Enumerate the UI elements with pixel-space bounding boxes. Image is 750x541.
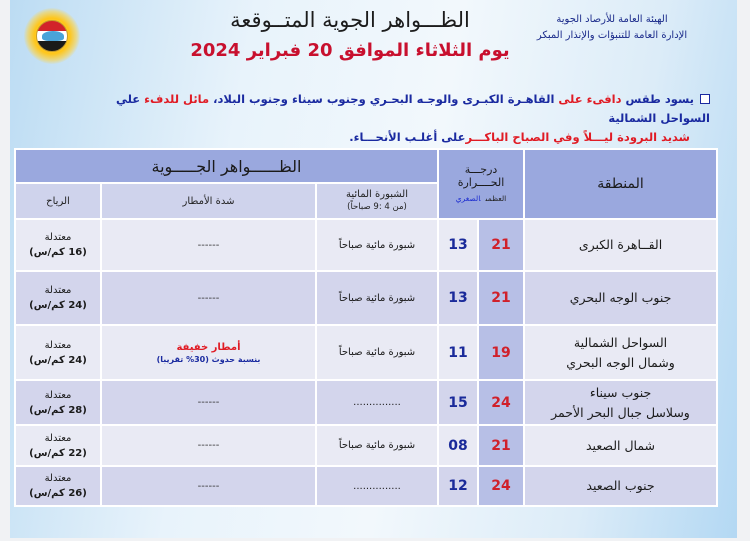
wind-strength: معتدلة bbox=[44, 232, 72, 243]
page-title: الظـــواهر الجوية المتــوقعة bbox=[230, 8, 470, 32]
header-max: العظمى bbox=[485, 194, 507, 203]
cell-rain bbox=[101, 466, 316, 506]
notice-text: علي السواحل الشمالية bbox=[115, 92, 710, 125]
wind-speed: (16 كم/س) bbox=[29, 247, 87, 258]
forecast-table bbox=[14, 148, 718, 507]
logo-emblem bbox=[36, 20, 68, 52]
header-wind: الرياح bbox=[15, 183, 101, 219]
region-name: جنوب الوجه البحري bbox=[569, 290, 672, 305]
wind-strength: معتدلة bbox=[44, 339, 72, 351]
region-name: شمال الصعيد bbox=[585, 437, 656, 453]
logo-icon bbox=[24, 8, 80, 64]
wind-strength: معتدلة bbox=[44, 432, 72, 444]
header-fog-label: الشبورة المائية bbox=[346, 189, 408, 200]
cell-wind bbox=[15, 271, 101, 325]
table-row bbox=[15, 325, 717, 380]
cell-region bbox=[524, 271, 717, 325]
notice-line-1 bbox=[116, 92, 710, 125]
cell-rain bbox=[101, 325, 316, 380]
region-name: جنوب الصعيد bbox=[586, 478, 655, 493]
cell-fog: ............... bbox=[316, 466, 438, 506]
wind-speed: (22 كم/س) bbox=[29, 447, 87, 459]
region-name-line2: وشمال الوجه البحري bbox=[566, 354, 675, 370]
rain-probability: بنسبة حدوث (30% تقريبا) bbox=[156, 354, 261, 364]
cell-region bbox=[524, 425, 717, 466]
notice-text: يسود طقس bbox=[621, 92, 694, 106]
table-row bbox=[15, 219, 717, 271]
table-row bbox=[15, 466, 717, 506]
cell-wind bbox=[15, 466, 101, 506]
cell-wind bbox=[15, 380, 101, 425]
cell-min-temp: 11 bbox=[438, 325, 478, 380]
cell-min-temp: 15 bbox=[438, 380, 478, 425]
cell-rain bbox=[101, 219, 316, 271]
weather-notice bbox=[70, 90, 710, 147]
wind-speed: (24 كم/س) bbox=[29, 354, 87, 366]
forecast-date: يوم الثلاثاء الموافق 20 فبراير 2024 bbox=[190, 40, 510, 61]
header-temp-line2: الحــــرارة bbox=[457, 176, 505, 189]
wind-strength: معتدلة bbox=[44, 285, 72, 296]
cell-max-temp: 21 bbox=[478, 219, 524, 271]
header-phenomena: الظــــــواهر الجـــــوية bbox=[15, 149, 438, 183]
rain-value: ------ bbox=[197, 440, 220, 451]
wind-speed: (26 كم/س) bbox=[29, 488, 87, 499]
notice-text: القاهـرة الكبـرى والوجـه البحـري وجنوب سيناء وجنوب البلاد، bbox=[209, 92, 559, 106]
cell-fog: شبورة مائية صباحاً bbox=[316, 325, 438, 380]
region-name: السواحل الشمالية bbox=[573, 334, 668, 350]
rain-value: أمطار خفيفة bbox=[176, 341, 241, 353]
rain-value: ------ bbox=[197, 239, 220, 251]
table-row bbox=[15, 425, 717, 466]
cell-max-temp: 24 bbox=[478, 466, 524, 506]
cell-wind bbox=[15, 325, 101, 380]
cell-wind bbox=[15, 425, 101, 466]
wind-strength: معتدلة bbox=[44, 389, 72, 401]
org-line-2: الإدارة العامة للتنبؤات والإنذار المبكر bbox=[536, 30, 688, 41]
header-temp-line1: درجـــة bbox=[464, 163, 498, 176]
cell-region bbox=[524, 325, 717, 380]
header-region: المنطقة bbox=[524, 149, 717, 219]
organization-name bbox=[512, 12, 712, 44]
notice-highlight: دافىء على bbox=[558, 92, 622, 106]
table-row bbox=[15, 271, 717, 325]
rain-value: ------ bbox=[197, 292, 220, 304]
cell-min-temp: 13 bbox=[438, 219, 478, 271]
cell-rain bbox=[101, 425, 316, 466]
header-fog-note: (من 4 :9 صباحاً) bbox=[347, 202, 407, 212]
header-rain: شدة الأمطار bbox=[101, 183, 316, 219]
header-min: الصغري bbox=[455, 194, 481, 203]
table-row bbox=[15, 380, 717, 425]
notice-text: على أغلـب الأنحـــاء. bbox=[349, 130, 466, 144]
cell-min-temp: 13 bbox=[438, 271, 478, 325]
cell-rain bbox=[101, 271, 316, 325]
notice-highlight: مائل للدفء bbox=[144, 92, 210, 106]
cell-fog: شبورة مائية صباحاً bbox=[316, 425, 438, 466]
cell-max-temp: 24 bbox=[478, 380, 524, 425]
header-temp-sub bbox=[439, 192, 523, 205]
region-name-line2: وسلاسل جبال البحر الأحمر bbox=[551, 404, 690, 420]
org-line-1: الهيئة العامة للأرصاد الجوية bbox=[556, 14, 668, 25]
rain-value: ------ bbox=[197, 397, 220, 408]
cell-max-temp: 21 bbox=[478, 271, 524, 325]
cell-wind bbox=[15, 219, 101, 271]
cell-region bbox=[524, 380, 717, 425]
cell-min-temp: 08 bbox=[438, 425, 478, 466]
cell-rain bbox=[101, 380, 316, 425]
header-fog bbox=[316, 183, 438, 219]
wind-speed: (28 كم/س) bbox=[29, 404, 87, 416]
cell-fog: شبورة مائية صباحاً bbox=[316, 219, 438, 271]
cell-fog: ............... bbox=[316, 380, 438, 425]
checkbox-bullet-icon bbox=[700, 94, 710, 104]
cell-max-temp: 21 bbox=[478, 425, 524, 466]
cell-region bbox=[524, 466, 717, 506]
region-name: القــاهرة الكبرى bbox=[578, 237, 663, 252]
rain-value: ------ bbox=[197, 480, 220, 492]
cell-max-temp: 19 bbox=[478, 325, 524, 380]
header-temperature bbox=[438, 149, 524, 219]
region-name: جنوب سيناء bbox=[589, 384, 652, 400]
wind-speed: (24 كم/س) bbox=[29, 300, 87, 311]
cell-min-temp: 12 bbox=[438, 466, 478, 506]
notice-highlight: شديد البرودة ليـــلاً وفي الصباح الباكـــر bbox=[465, 130, 690, 144]
wind-strength: معتدلة bbox=[44, 473, 72, 484]
cell-fog: شبورة مائية صباحاً bbox=[316, 271, 438, 325]
cell-region bbox=[524, 219, 717, 271]
notice-line-2 bbox=[70, 128, 710, 147]
